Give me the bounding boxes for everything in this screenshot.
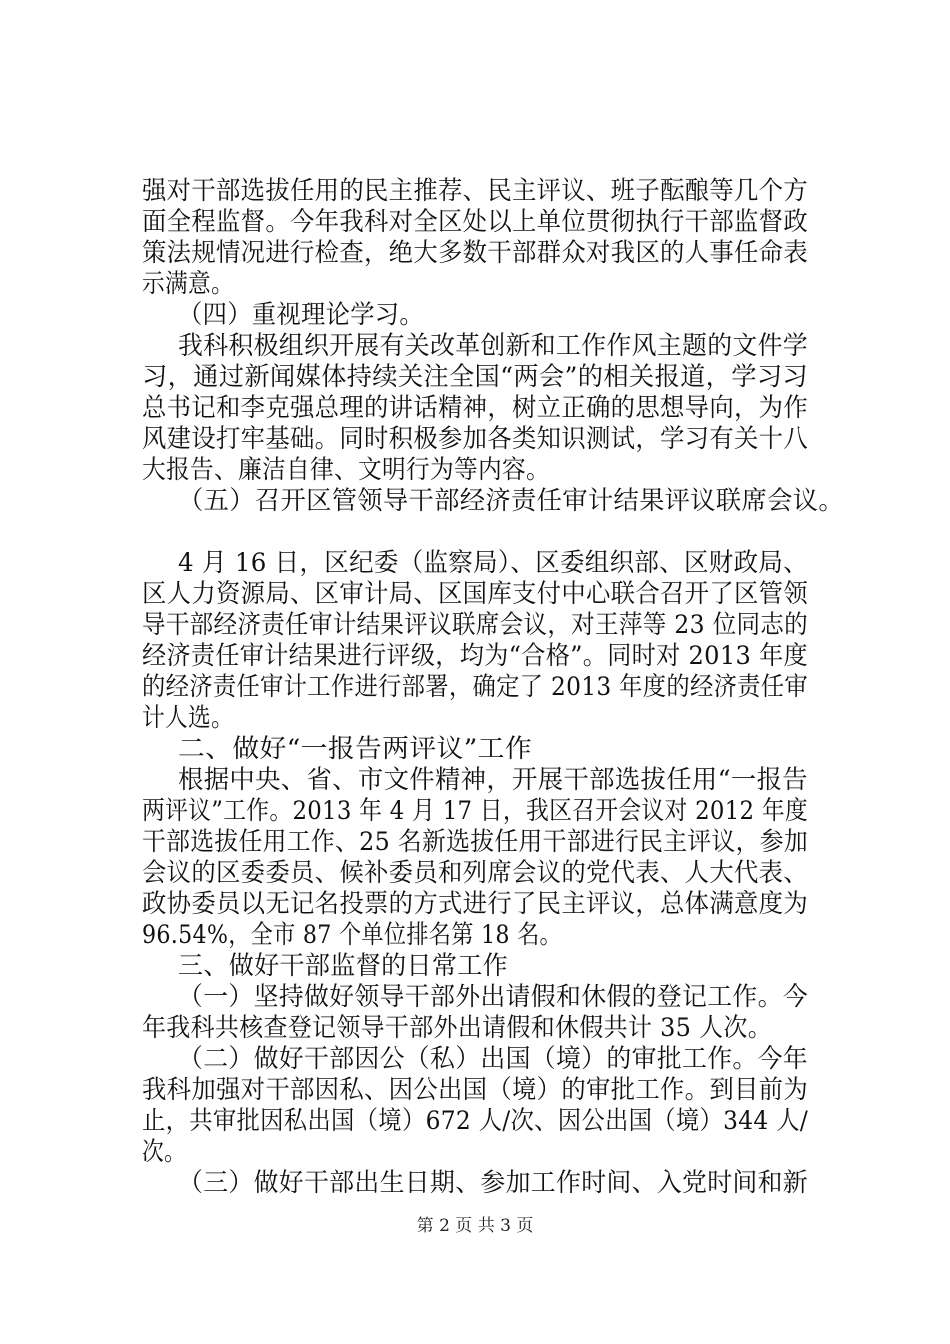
paragraph-line: 年我科共核查登记领导干部外出请假和休假共计 35 人次。 xyxy=(142,1013,772,1043)
paragraph-line: 我科加强对干部因私、因公出国（境）的审批工作。到目前为 xyxy=(142,1075,808,1105)
paragraph-line: 4 月 16 日，区纪委（监察局）、区委组织部、区财政局、 xyxy=(178,548,808,578)
paragraph-line: 会议的区委委员、候补委员和列席会议的党代表、人大代表、 xyxy=(142,858,808,888)
paragraph-line: 根据中央、省、市文件精神，开展干部选拔任用“一报告 xyxy=(178,765,808,795)
paragraph-line: 示满意。 xyxy=(142,269,234,299)
paragraph-line: 策法规情况进行检查，绝大多数干部群众对我区的人事任命表 xyxy=(142,238,808,268)
paragraph-line: 止，共审批因私出国（境）672 人/次、因公出国（境）344 人/ xyxy=(142,1106,808,1136)
paragraph-line: （二）做好干部因公（私）出国（境）的审批工作。今年 xyxy=(178,1044,808,1074)
paragraph-line: 导干部经济责任审计结果评议联席会议，对王萍等 23 位同志的 xyxy=(142,610,808,640)
paragraph-line: （三）做好干部出生日期、参加工作时间、入党时间和新 xyxy=(178,1168,808,1198)
paragraph-line: （一）坚持做好领导干部外出请假和休假的登记工作。今 xyxy=(178,982,808,1012)
paragraph-line: 经济责任审计结果进行评级，均为“合格”。同时对 2013 年度 xyxy=(142,641,808,671)
paragraph-line: 面全程监督。今年我科对全区处以上单位贯彻执行干部监督政 xyxy=(142,207,808,237)
paragraph-line: 总书记和李克强总理的讲话精神，树立正确的思想导向，为作 xyxy=(142,393,808,423)
paragraph-line: 的经济责任审计工作进行部署，确定了 2013 年度的经济责任审 xyxy=(142,672,808,702)
paragraph-line: 大报告、廉洁自律、文明行为等内容。 xyxy=(142,455,550,485)
paragraph-line: 强对干部选拔任用的民主推荐、民主评议、班子酝酿等几个方 xyxy=(142,176,808,206)
paragraph-line: 干部选拔任用工作、25 名新选拔任用干部进行民主评议，参加 xyxy=(142,827,808,857)
paragraph-line: 风建设打牢基础。同时积极参加各类知识测试，学习有关十八 xyxy=(142,424,808,454)
paragraph-line: 两评议”工作。2013 年 4 月 17 日，我区召开会议对 2012 年度 xyxy=(142,796,808,826)
paragraph-line: 次。 xyxy=(142,1137,186,1167)
paragraph-line: 区人力资源局、区审计局、区国库支付中心联合召开了区管领 xyxy=(142,579,808,609)
paragraph-line: 政协委员以无记名投票的方式进行了民主评议，总体满意度为 xyxy=(142,889,808,919)
page-footer: 第 2 页 共 3 页 xyxy=(416,1216,534,1236)
paragraph-line: 我科积极组织开展有关改革创新和工作作风主题的文件学 xyxy=(178,331,808,361)
paragraph-line: （五）召开区管领导干部经济责任审计结果评议联席会议。 xyxy=(178,486,844,516)
paragraph-line: 三、做好干部监督的日常工作 xyxy=(178,951,508,981)
paragraph-line: 96.54%，全市 87 个单位排名第 18 名。 xyxy=(142,920,562,950)
paragraph-line: （四）重视理论学习。 xyxy=(178,300,424,330)
paragraph-line: 计人选。 xyxy=(142,703,234,733)
paragraph-line: 二、做好“一报告两评议”工作 xyxy=(178,734,532,764)
paragraph-line: 习，通过新闻媒体持续关注全国“两会”的相关报道，学习习 xyxy=(142,362,808,392)
